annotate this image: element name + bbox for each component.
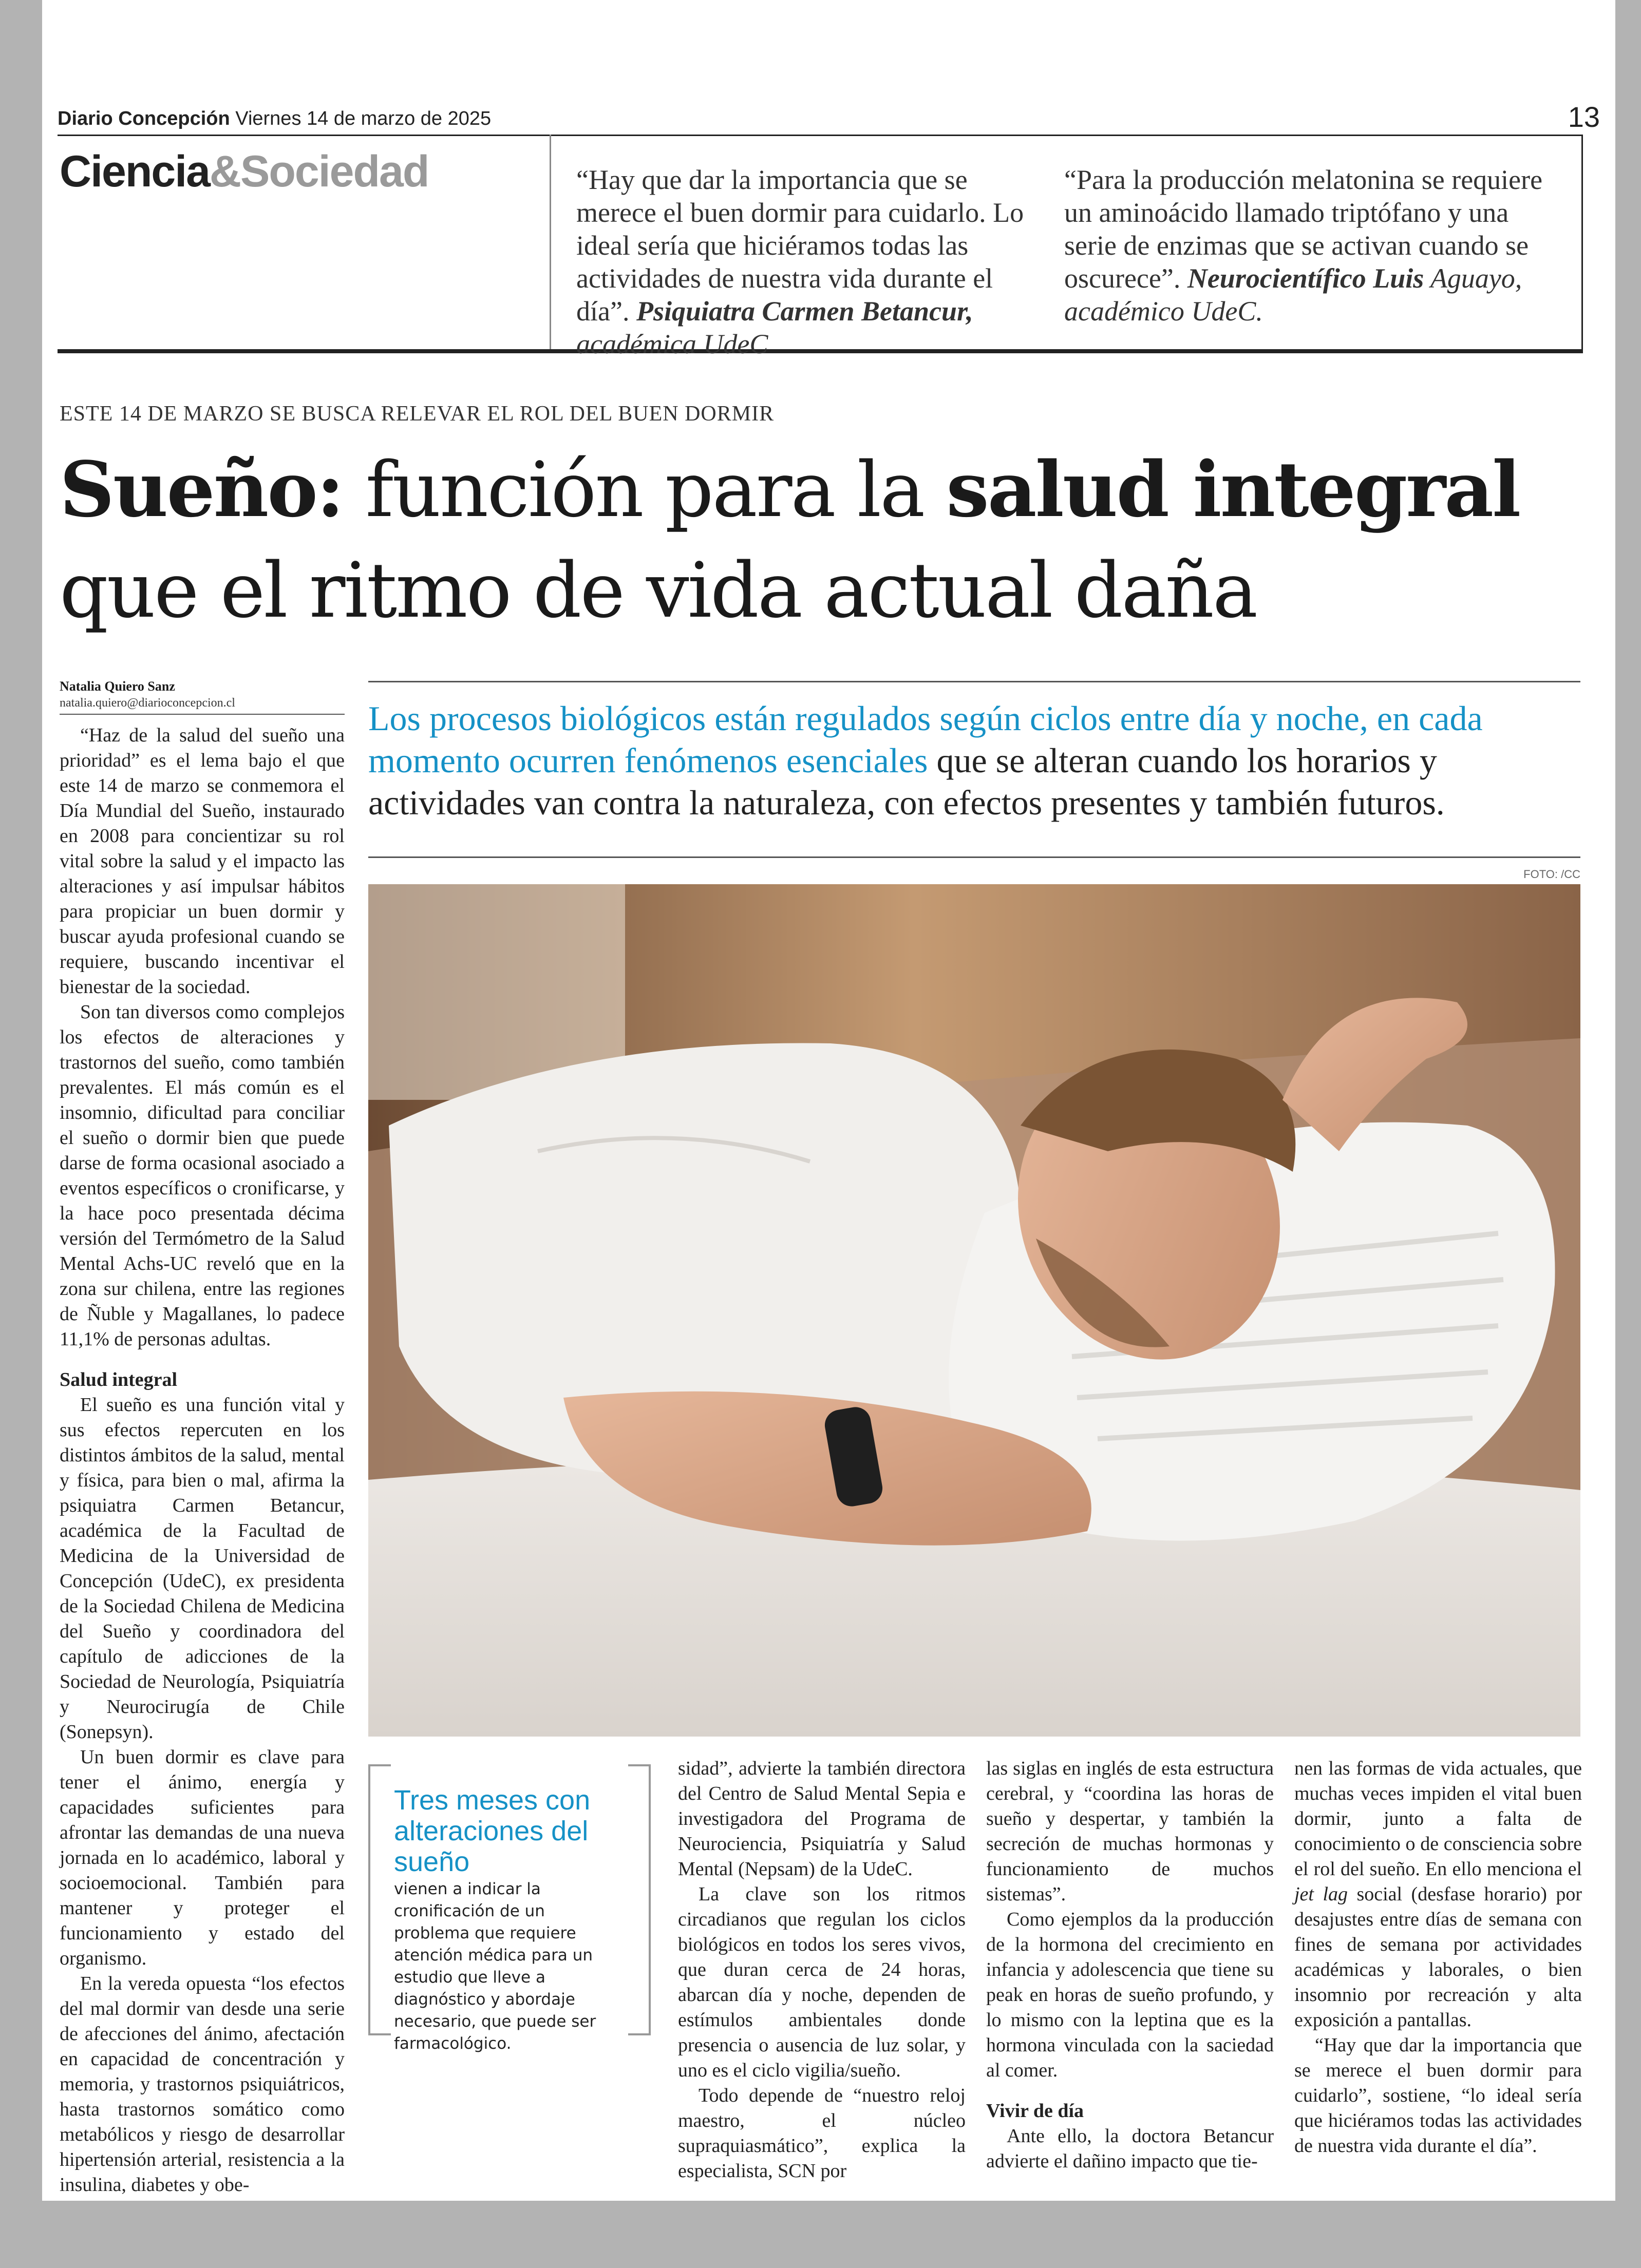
paragraph: La clave son los ritmos circadianos que regulan los ciclos biológicos en todos los seres vivos, que duran cerca de 24 horas, abarcan día y noche, dependen de estímulos ambientales donde presencia o ausencia de luz solar, y uno es el ciclo vigilia/sueño. [678, 1883, 966, 2081]
paragraph: Ante ello, la doctora Betancur advierte el dañino impacto que tie- [986, 2125, 1274, 2172]
paragraph: Como ejemplos da la producción de la hormona del crecimiento en infancia y adolescencia que tiene su peak en horas de sueño profundo, y lo mismo con la leptina que es la hormona vinculada con la saciedad al comer. [986, 1909, 1274, 2081]
sidebar-box [368, 1764, 651, 2053]
paragraph: El sueño es una función vital y sus efectos repercuten en los distintos ámbitos de la salud, mental y física, para bien o mal, afirma la psiquiatra Carmen Betancur, académica de la Facultad de Medicina de la Universidad de Concepción (UdeC), ex presidenta de la Sociedad Chilena de Medicina del Sueño y coordinadora del capítulo de adicciones de la Sociedad de Neurología, Psiquiatría y Neurocirugía de Chile (Sonepsyn). [60, 1394, 345, 1743]
article-column-2 [678, 1756, 966, 2184]
paragraph: Todo depende de “nuestro reloj maestro, el núcleo supraquiasmático”, explica la especialista, SCN por [678, 2085, 966, 2182]
paragraph: Son tan diversos como complejos los efectos de alteraciones y trastornos del sueño, como también prevalentes. El más común es el insomnio, dificultad para conciliar el sueño o dormir bien que puede darse de forma ocasional asociado a eventos específicos o cronificarse, y la hace poco presentada décima versión del Termómetro de la Salud Mental Achs-UC reveló que en la zona sur chilena, entre las regiones de Ñuble y Magallanes, lo padece 11,1% de personas adultas. [60, 1001, 345, 1350]
paper-name: Diario Concepción [58, 108, 230, 129]
section-word-sociedad: Sociedad [240, 147, 429, 196]
photo-illustration [368, 884, 1580, 1737]
masthead [58, 108, 491, 130]
headline-bold-1: Sueño: [60, 445, 343, 534]
paragraph: “Haz de la salud del sueño una prioridad” es el lema bajo el que este 14 de marzo se conmemora el Día Mundial del Sueño, instaurado en 2008 para concientizar su rol vital sobre la salud y el impacto las alteraciones y así impulsar hábitos para propiciar un buen dormir y buscar ayuda profesional cuando se requiere, buscando incentivar el bienestar de la sociedad. [60, 725, 345, 998]
article-kicker: ESTE 14 DE MARZO SE BUSCA RELEVAR EL ROL DEL BUEN DORMIR [60, 402, 775, 426]
paragraph: nen las formas de vida actuales, que muchas veces impiden el vital buen dormir, junto a falta de conocimiento o de consciencia sobre el rol del sueño. En ello menciona el jet lag social (desfase horario) por desajustes entre días de semana con fines de semana por actividades académicas y laborales, o bien insomnio por recreación y alta exposición a pantallas. [1294, 1758, 1582, 2031]
paragraph: sidad”, advierte la también directora del Centro de Salud Mental Sepia e investigadora del Programa de Neurociencia, Psiquiatría y Salud Mental (Nepsam) de la UdeC. [678, 1758, 966, 1880]
quote-role: Aguayo, académico UdeC. [1064, 263, 1522, 327]
italic-jet-lag: jet lag [1294, 1883, 1348, 1905]
sidebar-title: Tres meses con alteraciones del sueño [394, 1785, 591, 1877]
byline-divider [60, 714, 345, 715]
quote-role: académica UdeC [576, 329, 768, 359]
article-column-4 [1294, 1756, 1582, 2159]
headline-line-2: que el ritmo de vida actual daña [60, 546, 1257, 635]
quote-divider [550, 135, 551, 349]
paragraph: las siglas en inglés de esta estructura cerebral, y “coordina las horas de sueño y despertar, y también la secreción de muchas hormonas y funcionamiento de muchos sistemas”. [986, 1758, 1274, 1905]
deck-rule-top [368, 681, 1580, 682]
article-column-1 [60, 723, 345, 2198]
headline-bold-2: salud integral [946, 445, 1520, 534]
quote-speaker: Neurocientífico Luis [1187, 263, 1424, 294]
byline-email: natalia.quiero@diarioconcepcion.cl [60, 696, 235, 710]
byline-author: Natalia Quiero Sanz [60, 679, 175, 694]
sidebar-bracket-right [628, 1764, 651, 2035]
quote-text: “Para la producción melatonina se requiere un aminoácido llamado triptófano y una serie de enzimas que se activan cuando se oscurece”. [1064, 164, 1543, 294]
deck-text: que se alteran cuando los horarios y actividades van contra la naturaleza, con efectos presentes y también futuros. [368, 741, 1445, 822]
sleeping-man-photo [368, 884, 1580, 1737]
subhead-vivir-de-dia: Vivir de día [986, 2100, 1084, 2122]
subhead-salud-integral: Salud integral [60, 1369, 178, 1390]
quote-speaker: Psiquiatra Carmen Betancur, [636, 296, 973, 327]
paragraph: En la vereda opuesta “los efectos del mal dormir van desde una serie de afecciones del ánimo, afectación en capacidad de concentración y memoria, y trastornos psiquiátricos, hasta trastornos somático como metabólicos y riesgo de desarrollar hipertensión arterial, resistencia a la insulina, diabetes y obe- [60, 1973, 345, 2196]
quote-text: “Hay que dar la importancia que se merece el buen dormir para cuidarlo. Lo ideal sería que hiciéramos todas las actividades de nuestra vida durante el día”. [576, 164, 1024, 327]
deck-rule-bottom [368, 856, 1580, 858]
section-word-ciencia: Ciencia [60, 147, 210, 196]
page-number: 13 [1568, 101, 1600, 133]
headline-part: función para la [343, 446, 947, 534]
deck-highlight: Los procesos biológicos están regulados según ciclos entre día y noche, en cada momento ocurren fenómenos esenciales [368, 699, 1483, 780]
article-headline [60, 439, 1580, 641]
article-deck [368, 697, 1580, 824]
section-ampersand: & [209, 147, 241, 196]
paragraph: “Hay que dar la importancia que se merece el buen dormir para cuidarlo”, sostiene, “lo ideal sería que hiciéramos todas las actividades de nuestra vida durante el día”. [1294, 2034, 1582, 2157]
pull-quote-aguayo [1064, 163, 1557, 328]
newspaper-page [42, 0, 1615, 2201]
section-logo [60, 146, 428, 197]
paragraph: Un buen dormir es clave para tener el ánimo, energía y capacidades suficientes para afrontar las demandas de una nueva jornada en lo académico, laboral y socioemocional. También para mantener y proteger el funcionamiento y estado del organismo. [60, 1746, 345, 1969]
pull-quote-betancur [576, 163, 1044, 360]
photo-credit: FOTO: /CC [1523, 868, 1580, 881]
article-column-3 [986, 1756, 1274, 2174]
sidebar-body: vienen a indicar la cronificación de un problema que requiere atención médica para un estudio que lleve a diagnóstico y abordaje necesario, que puede ser farmacológico. [394, 1880, 596, 2053]
sidebar-bracket-left [368, 1764, 391, 2035]
issue-date: Viernes 14 de marzo de 2025 [235, 108, 492, 129]
